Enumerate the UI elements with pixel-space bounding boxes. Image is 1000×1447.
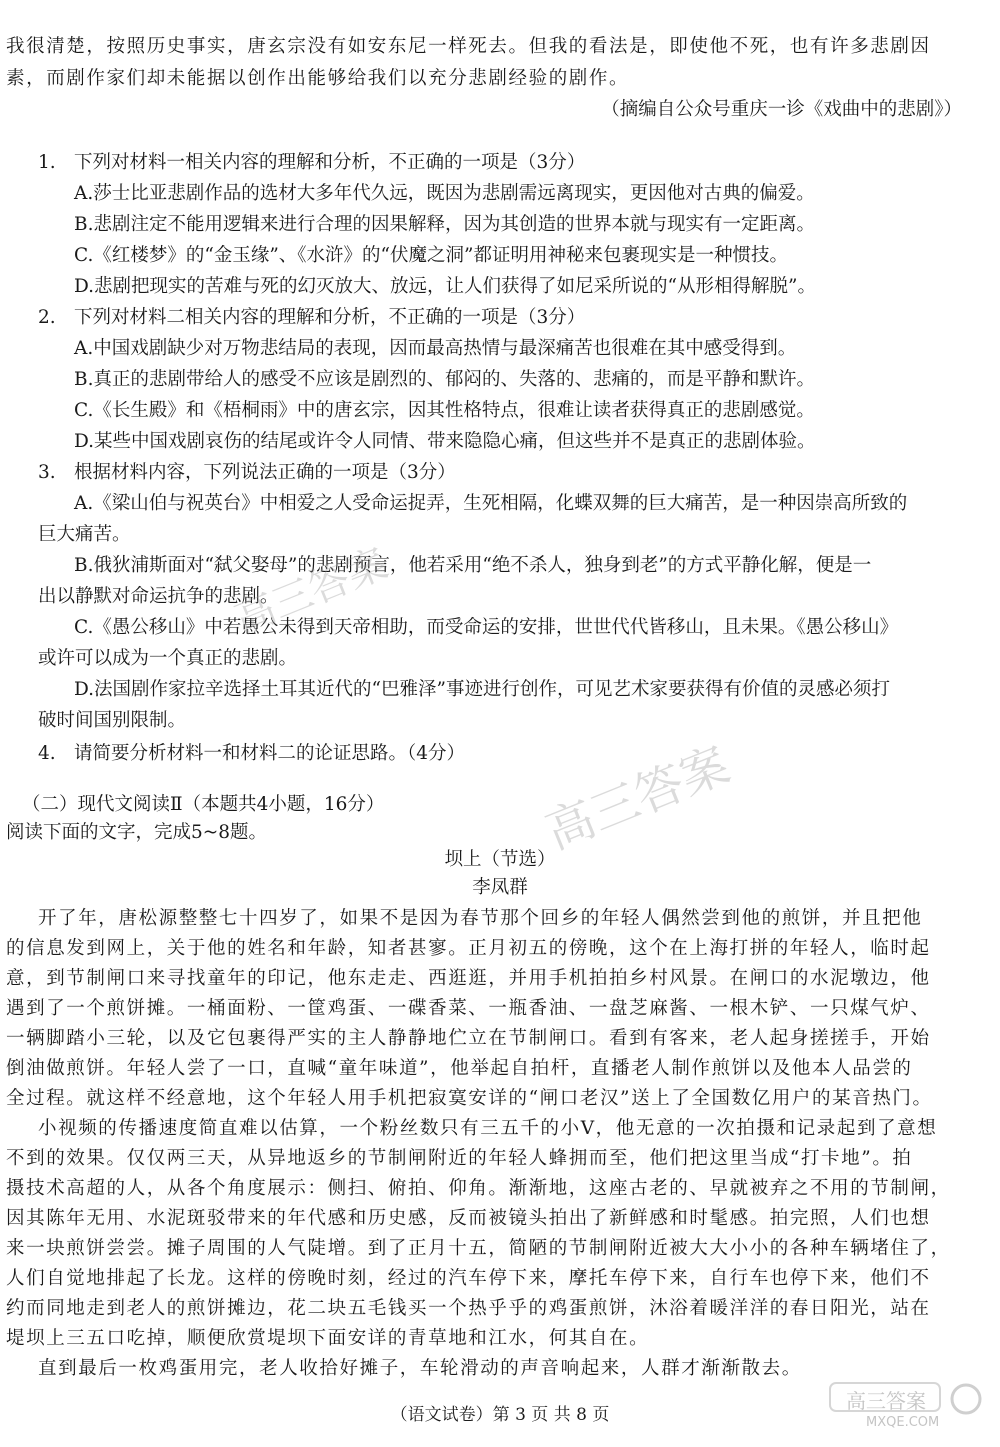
question-stem: 下列对材料二相关内容的理解和分析，不正确的一项是（3分） <box>74 307 586 328</box>
option-b: B.悲剧注定不能用逻辑来进行合理的因果解释，因为其创造的世界本就与现实有一定距离。 <box>74 214 815 235</box>
story-line: 约而同地走到老人的煎饼摊边，花二块五毛钱买一个热乎乎的鸡蛋煎饼，沐浴着暖洋洋的春日阳光，站在 <box>6 1298 931 1319</box>
story-line: 小视频的传播速度简直难以估算，一个粉丝数只有三五千的小V，他无意的一次拍摄和记录起到了意想 <box>38 1118 938 1139</box>
question-stem: 根据材料内容，下列说法正确的一项是（3分） <box>74 462 456 483</box>
passage-title: 坝上（节选） <box>444 849 556 870</box>
story-line: 一辆脚踏小三轮，以及它包裹得严实的主人静静地伫立在节制闸口。看到有客来，老人起身搓搓手，开始 <box>6 1028 931 1049</box>
option-d-cont: 破时间国别限制。 <box>38 710 187 731</box>
question-stem: 下列对材料一相关内容的理解和分析，不正确的一项是（3分） <box>74 152 586 173</box>
story-line: 来一块煎饼尝尝。摊子周围的人气陡增。到了正月十五，简陋的节制闸附近被大大小小的各种车辆堵住了， <box>6 1238 951 1259</box>
section-heading: （二）现代文阅读Ⅱ（本题共4小题，16分） <box>22 794 385 815</box>
story-line: 全过程。就这样不经意地，这个年轻人用手机把寂寞安详的“闸口老汉”送上了全国数亿用户的某音热门。 <box>6 1088 933 1109</box>
question-stem: 请简要分析材料一和材料二的论证思路。（4分） <box>74 743 466 764</box>
logo-text: 高三答案 <box>846 1389 926 1413</box>
story-line: 堤坝上三五口吃掉，顺便欣赏堤坝下面安详的青草地和江水，何其自在。 <box>6 1328 650 1349</box>
option-b: B.俄狄浦斯面对“弑父娶母”的悲剧预言，他若采用“绝不杀人，独身到老”的方式平静化解，便是一 <box>74 555 872 576</box>
site-logo <box>816 1377 986 1437</box>
option-a: A.《梁山伯与祝英台》中相爱之人受命运捉弄，生死相隔，化蝶双舞的巨大痛苦，是一种因崇高所致的 <box>74 493 908 514</box>
option-d: D.法国剧作家拉辛选择土耳其近代的“巴雅泽”事迹进行创作，可见艺术家要获得有价值的灵感必须打 <box>74 679 890 700</box>
story-line: 的信息发到网上，关于他的姓名和年龄，知者甚寥。正月初五的傍晚，这个在上海打拼的年轻人，临时起 <box>6 938 931 959</box>
option-c: C.《红楼梦》的“金玉缘”、《水浒》的“伏魔之洞”都证明用神秘来包裹现实是一种惯技。 <box>74 245 788 266</box>
section-instruction: 阅读下面的文字，完成5~8题。 <box>6 822 268 843</box>
option-a-cont: 巨大痛苦。 <box>38 524 131 545</box>
logo-subtext: MXQE.COM <box>866 1415 940 1430</box>
story-line: 摄技术高超的人，从各个角度展示：侧扫、俯拍、仰角。渐渐地，这座古老的、早就被弃之不用的节制闸， <box>6 1178 951 1199</box>
option-d: D.某些中国戏剧哀伤的结尾或许令人同情、带来隐隐心痛，但这些并不是真正的悲剧体验。 <box>74 431 816 452</box>
page-footer: （语文试卷）第 3 页 共 8 页 <box>390 1405 610 1425</box>
paragraph-line: 我很清楚，按照历史事实，唐玄宗没有如安东尼一样死去。但我的看法是，即使他不死，也有许多悲剧因 <box>6 36 931 57</box>
watermark: 高三答案 <box>538 736 738 861</box>
option-a: A.中国戏剧缺少对万物悲结局的表现，因而最高热情与最深痛苦也很难在其中感受得到。 <box>74 338 797 359</box>
option-c: C.《愚公移山》中若愚公未得到天帝相助，而受命运的安排，世世代代皆移山，且未果。《愚公移山》 <box>74 617 899 638</box>
story-line: 意，到节制闸口来寻找童年的印记，他东走走、西逛逛，并用手机拍拍乡村风景。在闸口的水泥墩边，他 <box>6 968 931 989</box>
story-line: 倒油做煎饼。年轻人尝了一口，直喊“童年味道”，他举起自拍杆，直播老人制作煎饼以及他本人品尝的 <box>6 1058 913 1079</box>
question-number: 4. <box>38 743 56 764</box>
story-line: 人们自觉地排起了长龙。这样的傍晚时刻，经过的汽车停下来，摩托车停下来，自行车也停下来，他们不 <box>6 1268 931 1289</box>
question-number: 2. <box>38 307 56 328</box>
story-line: 直到最后一枚鸡蛋用完，老人收拾好摊子，车轮滑动的声音响起来，人群才渐渐散去。 <box>38 1358 802 1379</box>
option-c: C.《长生殿》和《梧桐雨》中的唐玄宗，因其性格特点，很难让读者获得真正的悲剧感觉。 <box>74 400 815 421</box>
question-number: 3. <box>38 462 56 483</box>
story-line: 不到的效果。仅仅两三天，从异地返乡的节制闸附近的年轻人蜂拥而至，他们把这里当成“打卡地”。拍 <box>6 1148 913 1169</box>
story-line: 开了年，唐松源整整七十四岁了，如果不是因为春节那个回乡的年轻人偶然尝到他的煎饼，并且把他 <box>38 908 923 929</box>
question-number: 1. <box>38 152 56 173</box>
passage-author: 李凤群 <box>472 877 528 898</box>
watermark: 高三答案 <box>228 540 395 644</box>
option-d: D.悲剧把现实的苦难与死的幻灭放大、放远，让人们获得了如尼采所说的“从形相得解脱”。 <box>74 276 816 297</box>
option-c-cont: 或许可以成为一个真正的悲剧。 <box>38 648 298 669</box>
source-note: （摘编自公众号重庆一诊《戏曲中的悲剧》） <box>601 99 962 120</box>
paragraph-line: 素，而剧作家们却未能据以创作出能够给我们以充分悲剧经验的剧作。 <box>6 68 630 89</box>
option-a: A.莎士比亚悲剧作品的选材大多年代久远，既因为悲剧需远离现实，更因他对古典的偏爱。 <box>74 183 815 204</box>
story-line: 遇到了一个煎饼摊。一桶面粉、一筐鸡蛋、一碟香菜、一瓶香油、一盘芝麻酱、一根木铲、一只煤气炉、 <box>6 998 931 1019</box>
option-b: B.真正的悲剧带给人的感受不应该是剧烈的、郁闷的、失落的、悲痛的，而是平静和默许。 <box>74 369 815 390</box>
option-b-cont: 出以静默对命运抗争的悲剧。 <box>38 586 279 607</box>
story-line: 因其陈年无用、水泥斑驳带来的年代感和历史感，反而被镜头拍出了新鲜感和时髦感。拍完照，人们也想 <box>6 1208 931 1229</box>
